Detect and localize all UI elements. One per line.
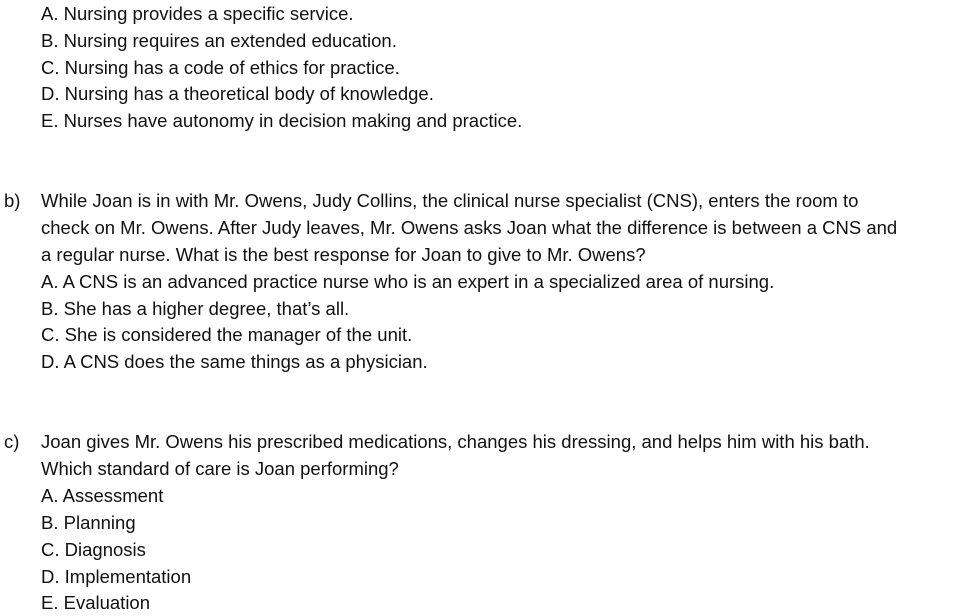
question-label: c) [4,431,20,452]
option-d: D. Nursing has a theoretical body of knowledge. [41,83,434,104]
option-c: C. She is considered the manager of the unit. [41,324,413,345]
option-b: B. Nursing requires an extended education. [41,30,397,51]
option-e: E. Evaluation [41,592,151,613]
question-stem-line: While Joan is in with Mr. Owens, Judy Collins, the clinical nurse specialist (CNS), enters the room to [41,190,859,211]
option-d: D. Implementation [41,566,192,587]
option-a: A. A CNS is an advanced practice nurse who is an expert in a specialized area of nursing. [41,271,775,292]
option-b: B. Planning [41,512,136,533]
option-d: D. A CNS does the same things as a physician. [41,351,428,372]
question-stem-line: check on Mr. Owens. After Judy leaves, Mr. Owens asks Joan what the difference is between a CNS and [41,217,898,238]
option-c: C. Nursing has a code of ethics for practice. [41,57,400,78]
option-e: E. Nurses have autonomy in decision making and practice. [41,110,523,131]
question-stem-line: Joan gives Mr. Owens his prescribed medications, changes his dressing, and helps him with his bath. [41,431,870,452]
option-a: A. Nursing provides a specific service. [41,3,354,24]
option-c: C. Diagnosis [41,539,146,560]
question-stem-line: Which standard of care is Joan performing? [41,458,399,479]
option-b: B. She has a higher degree, that’s all. [41,298,350,319]
question-label: b) [4,190,21,211]
question-stem-line: a regular nurse. What is the best response for Joan to give to Mr. Owens? [41,244,646,265]
option-a: A. Assessment [41,485,164,506]
